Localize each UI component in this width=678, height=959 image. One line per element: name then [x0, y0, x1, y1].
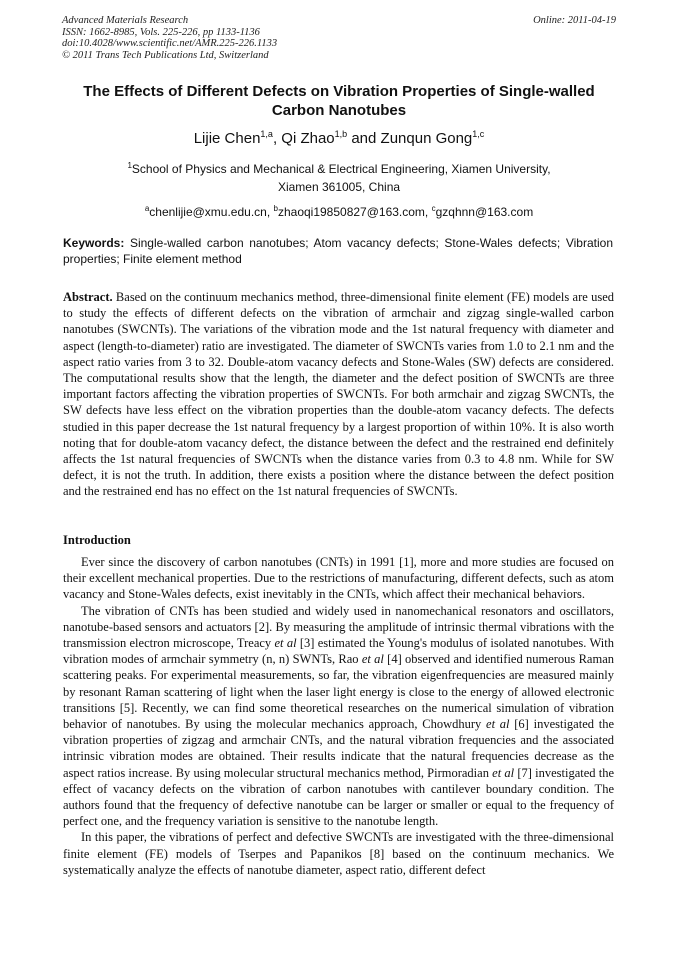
- author-1-affil: 1,a: [260, 129, 273, 139]
- author-3-affil: 1,c: [472, 129, 485, 139]
- title-line-2: Carbon Nanotubes: [271, 102, 407, 119]
- issn-line: ISSN: 1662-8985, Vols. 225-226, pp 1133-1136: [62, 26, 260, 38]
- author-list: [60, 124, 618, 149]
- introduction-heading: Introduction: [63, 533, 131, 547]
- journal-header: [62, 15, 277, 61]
- email-line: $^a$chenlijie@xmu.edu.cn, $^b$zhaoqi19850827@163.com, $^c$gzqhnn@163.com: [144, 204, 534, 219]
- author-1: Lijie Chen: [193, 130, 261, 147]
- email-a: chenlijie@xmu.edu.cn,: [149, 205, 274, 219]
- copyright-line: © 2011 Trans Tech Publications Ltd, Switzerland: [62, 49, 269, 61]
- abstract-block: [63, 289, 614, 500]
- abstract-label: Abstract.: [63, 290, 113, 304]
- doi-line: doi:10.4028/www.scientific.net/AMR.225-226.1133: [62, 38, 278, 50]
- affiliation-line-2: Xiamen 361005, China: [277, 180, 401, 194]
- journal-name: Advanced Materials Research: [62, 15, 189, 26]
- title-line-1: The Effects of Different Defects on Vibration Properties of Single-walled: [83, 83, 595, 100]
- affiliation-line-1: $^1$School of Physics and Mechanical & Electrical Engineering, Xiamen University,: [127, 161, 551, 176]
- keywords-label: Keywords:: [63, 236, 125, 250]
- online-date: Online: 2011-04-19: [533, 15, 616, 26]
- author-2: Qi Zhao: [281, 130, 335, 147]
- affiliation-mark: 1: [127, 161, 132, 170]
- author-separator: ,: [272, 130, 282, 147]
- email-b: zhaoqi19850827@163.com,: [277, 205, 432, 219]
- email-c: gzqhnn@163.com: [435, 205, 534, 219]
- intro-paragraph-3: In this paper, the vibrations of perfect and defective SWCNTs are investigated with the three-dimensional finite element (FE) models of Tserpes and Papanikos [8] based on the continuum mechanics. We systematically analyze the effects of nanotube diameter, aspect ratio, different defect: [63, 830, 614, 877]
- keywords-text: Single-walled carbon nanotubes; Atom vacancy defects; Stone-Wales defects; Vibration properties; Finite element method: [63, 236, 613, 266]
- intro-paragraph-1: Ever since the discovery of carbon nanotubes (CNTs) in 1991 [1], more and more studies are focused on their excellent mechanical properties. Due to the restrictions of manufacturing, different defects, such as atom vacancy and Stone-Wales defects, exist inevitably in the CNTs, which affect their mechanical behaviors.: [63, 555, 614, 602]
- author-2-affil: 1,b: [334, 129, 348, 139]
- author-separator: and: [347, 130, 381, 147]
- abstract-text: Based on the continuum mechanics method, three-dimensional finite element (FE) models are used to study the effects of different defects on the vibration of armchair and zigzag single-walled carbon nanotubes (SWCNTs). The variations of the vibration mode and the 1st natural frequency with diameter and aspect (length-to-diameter) ratio are investigated. The diameter of SWCNTs varies from 1.0 to 2.1 nm and the aspect ratio varies from 3 to 32. Double-atom vacancy defects and Stone-Wales (SW) defects are considered. The computational results show that the length, the diameter and the defect position of SWCNTs are three important factors affecting the vibration properties of SWCNTs. For both armchair and zigzag SWCNTs, the SW defects have less effect on the vibration properties than the double-atom vacancy defects. The defects studied in this paper decrease the 1st natural frequency by a largest proportion of within 10%. It is also worth noting that for double-atom vacancy defect, the distance between the defect and the restrained end definitely affects the 1st natural frequencies of SWCNTs when the distance varies from 0.3 to 4.8 nm. While for SW defect, it is not the truth. In addition, there exists a position where the distance between the defect position and the restrained end has no effect on the 1st natural frequencies of SWCNTs.: [63, 290, 614, 499]
- intro-paragraph-2: The vibration of CNTs has been studied and widely used in nanomechanical resonators and oscillators, nanotube-based sensors and actuators [2]. By measuring the amplitude of intrinsic thermal vibrations with the transmission electron microscope, Treacy et al [3] estimated the Young's modulus of isolated nanotubes. With vibration modes of armchair symmetry (n, n) SWNTs, Rao et al [4] observed and identified numerous Raman scattering peaks. For experimental measurements, so far, the vibration eigenfrequencies are measured mainly by resonant Raman scattering of light when the laser light energy is close to the energy of allowed electronic transitions [5]. Recently, we can find some theoretical researches on the numerical simulation of vibration behavior of nanotubes. By using the molecular mechanics approach, Chowdhury et al [6] investigated the vibration properties of zigzag and armchair CNTs, and the natural vibration frequencies and the associated intrinsic vibration modes are obtained. Their results indicate that the natural frequencies decrease as the aspect ratios increase. By using molecular structural mechanics method, Pirmoradian et al [7] investigated the effect of vacancy defects on the vibration of carbon nanotubes with cantilever boundary condition. The authors found that the frequency of defective nanotube can be larger or smaller or equal to the frequency of perfect one, and the frequency variation is sensitive to the nanotube length.: [63, 603, 615, 829]
- paper-title: [60, 82, 618, 120]
- introduction-body: [63, 554, 614, 878]
- author-3: Zunqun Gong: [380, 130, 473, 147]
- keywords-block: [63, 235, 613, 267]
